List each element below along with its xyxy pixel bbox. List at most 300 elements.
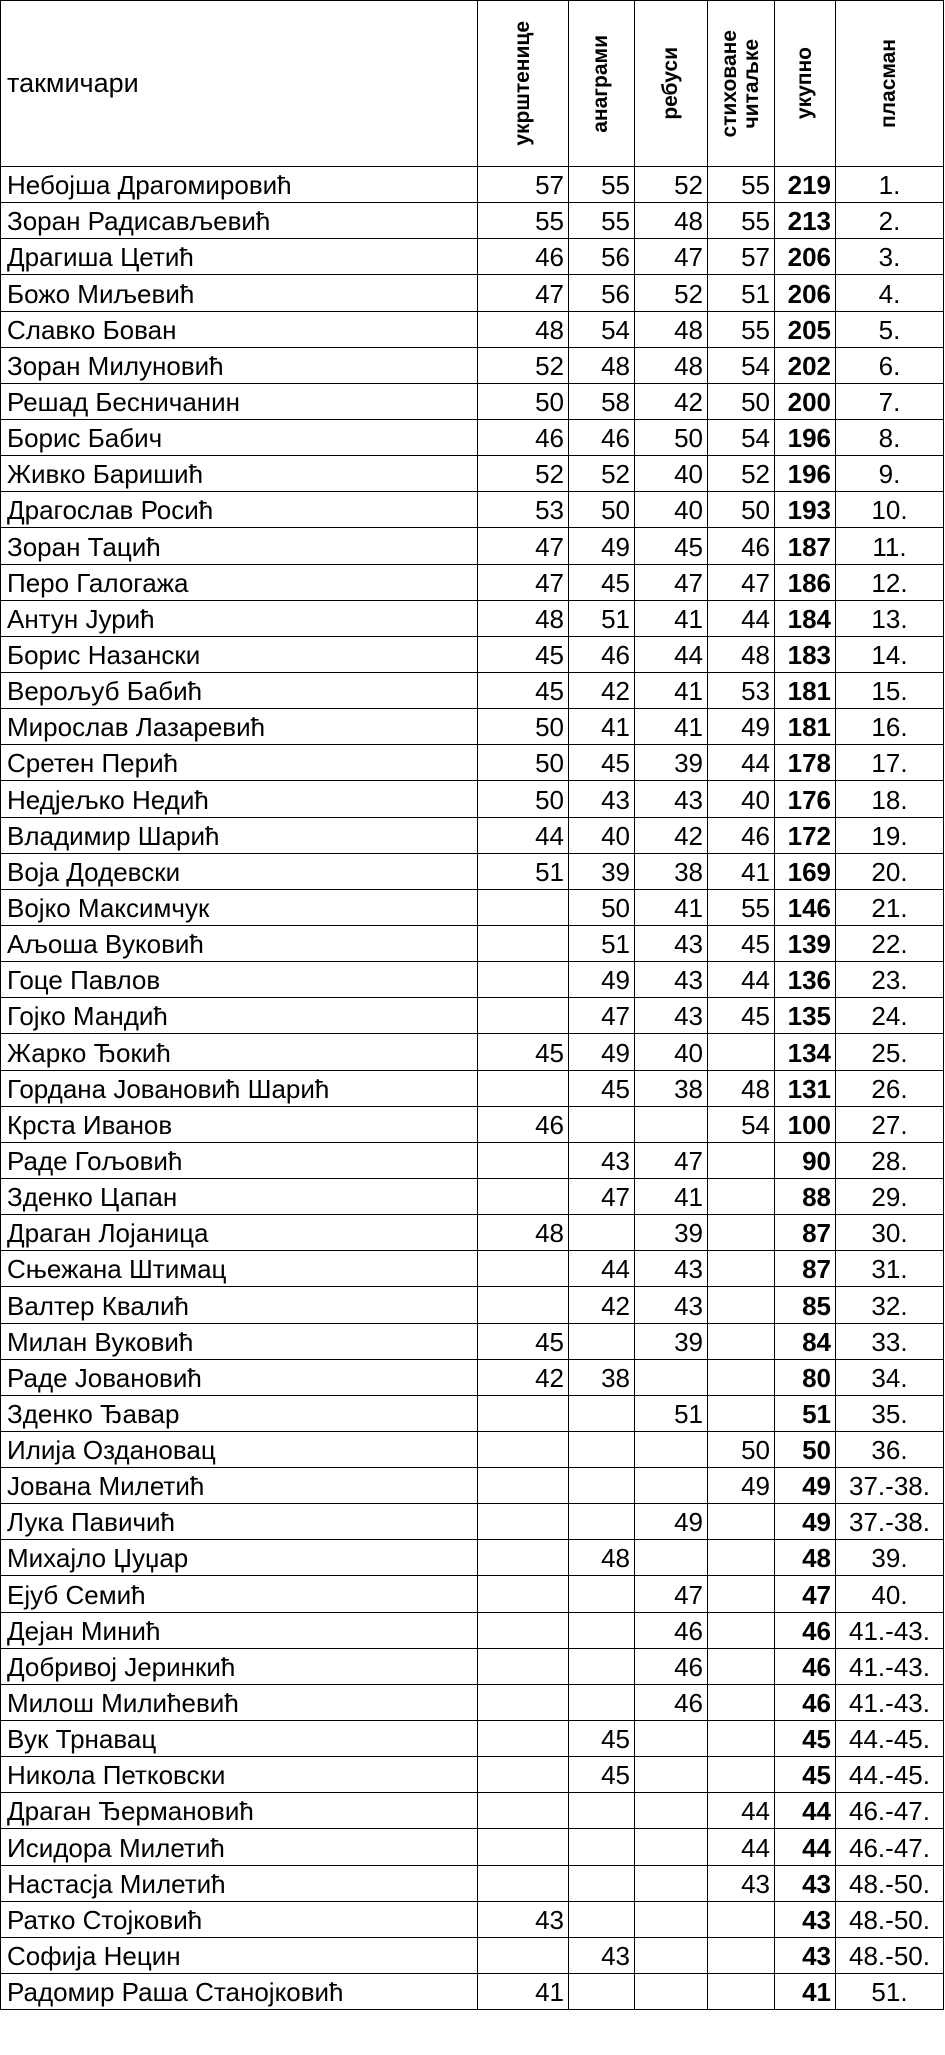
rebus-score-cell: 51 <box>635 1395 708 1431</box>
rebus-score-cell <box>635 1106 708 1142</box>
poem-reader-score-cell: 55 <box>708 311 775 347</box>
poem-reader-score-cell <box>708 1142 775 1178</box>
total-score-cell: 172 <box>775 817 836 853</box>
poem-reader-score-cell <box>708 1034 775 1070</box>
table-row <box>1 167 944 203</box>
poem-reader-score-cell <box>708 1937 775 1973</box>
rebus-score-cell: 48 <box>635 203 708 239</box>
total-score-cell: 49 <box>775 1504 836 1540</box>
crossword-score-cell <box>478 1937 569 1973</box>
anagrams-score-cell: 47 <box>569 998 635 1034</box>
poem-reader-score-cell: 46 <box>708 528 775 564</box>
total-score-cell: 193 <box>775 492 836 528</box>
placement-cell: 21. <box>836 889 944 925</box>
placement-cell: 17. <box>836 745 944 781</box>
poem-reader-score-cell: 54 <box>708 1106 775 1142</box>
rebus-score-cell: 49 <box>635 1504 708 1540</box>
table-row <box>1 1865 944 1901</box>
crossword-score-cell <box>478 889 569 925</box>
rebus-score-cell: 43 <box>635 1287 708 1323</box>
placement-cell: 25. <box>836 1034 944 1070</box>
crossword-score-cell: 48 <box>478 1215 569 1251</box>
crossword-score-cell <box>478 1612 569 1648</box>
poem-reader-score-cell: 54 <box>708 419 775 455</box>
total-score-cell: 47 <box>775 1576 836 1612</box>
poem-reader-score-cell: 52 <box>708 456 775 492</box>
placement-cell: 46.-47. <box>836 1829 944 1865</box>
poem-reader-score-cell: 45 <box>708 925 775 961</box>
total-score-cell: 51 <box>775 1395 836 1431</box>
table-row <box>1 925 944 961</box>
crossword-score-cell <box>478 1142 569 1178</box>
rebus-score-cell <box>635 1829 708 1865</box>
total-score-cell: 41 <box>775 1974 836 2010</box>
poem-reader-score-cell <box>708 1504 775 1540</box>
total-score-cell: 219 <box>775 167 836 203</box>
table-row <box>1 672 944 708</box>
rebus-score-cell <box>635 1937 708 1973</box>
crossword-score-cell: 47 <box>478 275 569 311</box>
placement-cell: 41.-43. <box>836 1648 944 1684</box>
anagrams-score-cell: 51 <box>569 925 635 961</box>
poem-reader-score-cell: 54 <box>708 347 775 383</box>
total-score-cell: 50 <box>775 1431 836 1467</box>
contestant-name-cell: Михајло Џуџар <box>1 1540 478 1576</box>
placement-cell: 44.-45. <box>836 1721 944 1757</box>
total-score-cell: 205 <box>775 311 836 347</box>
anagrams-score-cell: 45 <box>569 564 635 600</box>
table-row <box>1 275 944 311</box>
anagrams-score-cell: 58 <box>569 383 635 419</box>
anagrams-score-cell: 52 <box>569 456 635 492</box>
contestant-name-cell: Славко Бован <box>1 311 478 347</box>
total-score-cell: 196 <box>775 456 836 492</box>
anagrams-score-cell <box>569 1215 635 1251</box>
crossword-score-cell <box>478 1540 569 1576</box>
contestant-name-cell: Лука Павичић <box>1 1504 478 1540</box>
table-row <box>1 962 944 998</box>
contestant-name-cell: Зденко Цапан <box>1 1178 478 1214</box>
poem-reader-score-cell <box>708 1721 775 1757</box>
poem-reader-score-cell: 44 <box>708 1793 775 1829</box>
crossword-score-cell <box>478 1251 569 1287</box>
contestant-name-cell: Гојко Мандић <box>1 998 478 1034</box>
contestant-name-cell: Настасја Милетић <box>1 1865 478 1901</box>
crossword-score-cell: 46 <box>478 1106 569 1142</box>
poem-reader-score-cell: 48 <box>708 1070 775 1106</box>
total-score-cell: 136 <box>775 962 836 998</box>
contestant-name-cell: Добривој Јеринкић <box>1 1648 478 1684</box>
placement-cell: 5. <box>836 311 944 347</box>
rebus-score-cell: 50 <box>635 419 708 455</box>
anagrams-score-cell: 43 <box>569 1142 635 1178</box>
contestant-name-cell: Божо Миљевић <box>1 275 478 311</box>
table-row <box>1 889 944 925</box>
contestant-name-cell: Недјељко Недић <box>1 781 478 817</box>
placement-cell: 39. <box>836 1540 944 1576</box>
total-score-cell: 90 <box>775 1142 836 1178</box>
placement-cell: 9. <box>836 456 944 492</box>
anagrams-score-cell: 45 <box>569 1757 635 1793</box>
total-score-cell: 46 <box>775 1684 836 1720</box>
crossword-score-cell <box>478 1395 569 1431</box>
contestant-name-cell: Ратко Стојковић <box>1 1901 478 1937</box>
crossword-score-cell: 51 <box>478 853 569 889</box>
anagrams-score-cell: 43 <box>569 1937 635 1973</box>
placement-cell: 22. <box>836 925 944 961</box>
rebus-score-cell <box>635 1757 708 1793</box>
contestant-name-cell: Сњежана Штимац <box>1 1251 478 1287</box>
rebus-score-cell: 52 <box>635 275 708 311</box>
anagrams-score-cell: 48 <box>569 1540 635 1576</box>
total-score-cell: 49 <box>775 1468 836 1504</box>
poem-reader-score-cell: 45 <box>708 998 775 1034</box>
crossword-score-cell: 45 <box>478 636 569 672</box>
crossword-score-cell: 45 <box>478 1323 569 1359</box>
rebus-score-cell: 43 <box>635 998 708 1034</box>
poem-reader-score-cell: 57 <box>708 239 775 275</box>
contestant-name-cell: Валтер Квалић <box>1 1287 478 1323</box>
anagrams-score-cell <box>569 1468 635 1504</box>
anagrams-score-cell <box>569 1431 635 1467</box>
rebus-score-cell: 40 <box>635 492 708 528</box>
rebus-score-cell: 48 <box>635 347 708 383</box>
table-row <box>1 1395 944 1431</box>
poem-reader-score-cell <box>708 1395 775 1431</box>
placement-cell: 18. <box>836 781 944 817</box>
table-row <box>1 239 944 275</box>
anagrams-score-cell: 49 <box>569 528 635 564</box>
rebus-score-cell: 47 <box>635 1576 708 1612</box>
crossword-score-cell <box>478 1793 569 1829</box>
placement-cell: 51. <box>836 1974 944 2010</box>
placement-cell: 14. <box>836 636 944 672</box>
anagrams-score-cell: 46 <box>569 636 635 672</box>
rebus-score-cell: 48 <box>635 311 708 347</box>
anagrams-score-cell: 54 <box>569 311 635 347</box>
total-score-cell: 100 <box>775 1106 836 1142</box>
crossword-score-cell <box>478 1721 569 1757</box>
table-row <box>1 1178 944 1214</box>
contestant-name-cell: Мирослав Лазаревић <box>1 709 478 745</box>
anagrams-score-cell: 51 <box>569 600 635 636</box>
contestant-name-cell: Војко Максимчук <box>1 889 478 925</box>
rebus-score-cell: 44 <box>635 636 708 672</box>
anagrams-score-cell: 45 <box>569 1070 635 1106</box>
placement-cell: 24. <box>836 998 944 1034</box>
anagrams-score-cell <box>569 1974 635 2010</box>
crossword-score-cell: 45 <box>478 672 569 708</box>
total-score-cell: 48 <box>775 1540 836 1576</box>
rebus-score-cell: 42 <box>635 817 708 853</box>
contestant-name-cell: Раде Јовановић <box>1 1359 478 1395</box>
contestant-name-cell: Исидора Милетић <box>1 1829 478 1865</box>
anagrams-score-cell <box>569 1684 635 1720</box>
table-row <box>1 1612 944 1648</box>
table-row <box>1 1468 944 1504</box>
placement-cell: 41.-43. <box>836 1612 944 1648</box>
total-score-cell: 181 <box>775 672 836 708</box>
contestants-header: такмичари <box>1 1 478 167</box>
placement-cell: 44.-45. <box>836 1757 944 1793</box>
poem-reader-score-cell <box>708 1974 775 2010</box>
table-row <box>1 1829 944 1865</box>
crossword-score-cell <box>478 1648 569 1684</box>
poem-reader-score-cell <box>708 1576 775 1612</box>
rebus-score-cell: 46 <box>635 1684 708 1720</box>
placement-cell: 19. <box>836 817 944 853</box>
crossword-score-cell <box>478 1829 569 1865</box>
contestant-name-cell: Милош Милићевић <box>1 1684 478 1720</box>
total-score-cell: 84 <box>775 1323 836 1359</box>
placement-cell: 35. <box>836 1395 944 1431</box>
placement-cell: 33. <box>836 1323 944 1359</box>
crossword-score-cell: 46 <box>478 419 569 455</box>
poem-reader-score-cell: 55 <box>708 167 775 203</box>
placement-cell: 10. <box>836 492 944 528</box>
table-row <box>1 1937 944 1973</box>
placement-cell: 37.-38. <box>836 1468 944 1504</box>
contestant-name-cell: Гордана Јовановић Шарић <box>1 1070 478 1106</box>
contestant-name-cell: Софија Нецин <box>1 1937 478 1973</box>
crossword-score-cell <box>478 1757 569 1793</box>
total-score-cell: 206 <box>775 275 836 311</box>
anagrams-score-cell <box>569 1576 635 1612</box>
placement-cell: 30. <box>836 1215 944 1251</box>
crossword-score-cell: 46 <box>478 239 569 275</box>
table-row <box>1 745 944 781</box>
contestant-name-cell: Жарко Ђокић <box>1 1034 478 1070</box>
rebus-score-cell: 52 <box>635 167 708 203</box>
total-score-cell: 131 <box>775 1070 836 1106</box>
total-score-cell: 186 <box>775 564 836 600</box>
table-row <box>1 1323 944 1359</box>
crossword-score-cell <box>478 962 569 998</box>
table-row <box>1 1034 944 1070</box>
table-row <box>1 1215 944 1251</box>
contestant-name-cell: Аљоша Вуковић <box>1 925 478 961</box>
contestant-name-cell: Решад Бесничанин <box>1 383 478 419</box>
table-row <box>1 1251 944 1287</box>
total-score-cell: 187 <box>775 528 836 564</box>
anagrams-score-cell: 55 <box>569 167 635 203</box>
rebus-score-cell: 41 <box>635 600 708 636</box>
crossword-score-cell: 57 <box>478 167 569 203</box>
placement-header: пласман <box>836 1 944 167</box>
total-score-cell: 44 <box>775 1793 836 1829</box>
total-score-cell: 206 <box>775 239 836 275</box>
total-score-cell: 85 <box>775 1287 836 1323</box>
table-row <box>1 998 944 1034</box>
placement-cell: 4. <box>836 275 944 311</box>
crossword-score-cell: 50 <box>478 383 569 419</box>
total-score-cell: 134 <box>775 1034 836 1070</box>
table-row <box>1 1757 944 1793</box>
contestant-name-cell: Ејуб Семић <box>1 1576 478 1612</box>
poem-reader-score-cell: 44 <box>708 600 775 636</box>
total-score-cell: 43 <box>775 1937 836 1973</box>
placement-cell: 31. <box>836 1251 944 1287</box>
crossword-score-cell: 52 <box>478 456 569 492</box>
rebus-score-cell: 46 <box>635 1648 708 1684</box>
poem-reader-score-cell: 50 <box>708 1431 775 1467</box>
crossword-score-cell <box>478 1287 569 1323</box>
rebus-score-cell <box>635 1468 708 1504</box>
crossword-score-cell <box>478 1576 569 1612</box>
poem-reader-score-cell <box>708 1648 775 1684</box>
placement-cell: 6. <box>836 347 944 383</box>
placement-cell: 8. <box>836 419 944 455</box>
table-row <box>1 564 944 600</box>
poem-reader-score-cell: 44 <box>708 1829 775 1865</box>
poem-reader-score-cell <box>708 1757 775 1793</box>
table-row <box>1 1648 944 1684</box>
table-row <box>1 1504 944 1540</box>
placement-cell: 12. <box>836 564 944 600</box>
contestant-name-cell: Радомир Раша Станојковић <box>1 1974 478 2010</box>
contestant-name-cell: Борис Назански <box>1 636 478 672</box>
rebus-score-cell: 45 <box>635 528 708 564</box>
contestant-name-cell: Зоран Радисављевић <box>1 203 478 239</box>
table-row <box>1 1901 944 1937</box>
anagrams-score-cell <box>569 1793 635 1829</box>
crossword-score-cell: 47 <box>478 564 569 600</box>
placement-cell: 15. <box>836 672 944 708</box>
poem-reader-score-cell: 51 <box>708 275 775 311</box>
crossword-score-cell <box>478 1684 569 1720</box>
poem-reader-score-cell: 44 <box>708 962 775 998</box>
contestant-name-cell: Небојша Драгомировић <box>1 167 478 203</box>
placement-cell: 29. <box>836 1178 944 1214</box>
contestant-name-cell: Антун Јурић <box>1 600 478 636</box>
placement-cell: 7. <box>836 383 944 419</box>
rebus-score-cell: 43 <box>635 962 708 998</box>
contestant-name-cell: Крста Иванов <box>1 1106 478 1142</box>
total-header: укупно <box>775 1 836 167</box>
poem-reader-score-cell <box>708 1359 775 1395</box>
poem-reader-score-cell <box>708 1251 775 1287</box>
anagrams-score-cell <box>569 1829 635 1865</box>
anagrams-score-cell <box>569 1901 635 1937</box>
poem-reader-score-cell: 49 <box>708 1468 775 1504</box>
anagrams-score-cell: 44 <box>569 1251 635 1287</box>
total-score-cell: 202 <box>775 347 836 383</box>
placement-cell: 48.-50. <box>836 1901 944 1937</box>
table-row <box>1 709 944 745</box>
contestant-name-cell: Верољуб Бабић <box>1 672 478 708</box>
rebus-score-cell <box>635 1865 708 1901</box>
rebus-score-cell: 47 <box>635 239 708 275</box>
rebus-score-cell <box>635 1540 708 1576</box>
rebus-score-cell: 41 <box>635 709 708 745</box>
placement-cell: 48.-50. <box>836 1865 944 1901</box>
crossword-score-cell: 48 <box>478 600 569 636</box>
anagrams-score-cell: 42 <box>569 672 635 708</box>
contestant-name-cell: Зоран Тацић <box>1 528 478 564</box>
poem-reader-score-cell: 47 <box>708 564 775 600</box>
rebus-score-cell <box>635 1721 708 1757</box>
rebus-score-cell: 40 <box>635 456 708 492</box>
crossword-score-cell: 50 <box>478 745 569 781</box>
anagrams-score-cell: 46 <box>569 419 635 455</box>
rebus-score-cell: 43 <box>635 1251 708 1287</box>
anagrams-score-cell: 45 <box>569 745 635 781</box>
total-score-cell: 184 <box>775 600 836 636</box>
total-score-cell: 135 <box>775 998 836 1034</box>
rebus-header: ребуси <box>635 1 708 167</box>
anagrams-score-cell <box>569 1612 635 1648</box>
crossword-score-cell: 42 <box>478 1359 569 1395</box>
poem-reader-score-cell: 43 <box>708 1865 775 1901</box>
table-row <box>1 1974 944 2010</box>
poem-reader-score-cell: 40 <box>708 781 775 817</box>
rebus-score-cell: 41 <box>635 889 708 925</box>
poem-reader-score-cell: 53 <box>708 672 775 708</box>
anagrams-header: анаграми <box>569 1 635 167</box>
anagrams-score-cell: 39 <box>569 853 635 889</box>
placement-cell: 41.-43. <box>836 1684 944 1720</box>
total-score-cell: 44 <box>775 1829 836 1865</box>
placement-cell: 32. <box>836 1287 944 1323</box>
rebus-score-cell: 47 <box>635 564 708 600</box>
rebus-score-cell <box>635 1431 708 1467</box>
rebus-score-cell: 39 <box>635 1323 708 1359</box>
total-score-cell: 80 <box>775 1359 836 1395</box>
poem-reader-score-cell: 48 <box>708 636 775 672</box>
placement-cell: 37.-38. <box>836 1504 944 1540</box>
anagrams-score-cell <box>569 1648 635 1684</box>
table-row <box>1 1359 944 1395</box>
poem-reader-score-cell: 55 <box>708 889 775 925</box>
anagrams-score-cell: 41 <box>569 709 635 745</box>
poem-reader-score-cell: 44 <box>708 745 775 781</box>
table-row <box>1 383 944 419</box>
contestant-name-cell: Владимир Шарић <box>1 817 478 853</box>
table-row <box>1 492 944 528</box>
total-score-cell: 181 <box>775 709 836 745</box>
contestant-name-cell: Перо Галогажа <box>1 564 478 600</box>
crossword-score-cell: 44 <box>478 817 569 853</box>
crossword-score-cell: 47 <box>478 528 569 564</box>
rebus-score-cell: 46 <box>635 1612 708 1648</box>
total-score-cell: 176 <box>775 781 836 817</box>
anagrams-score-cell: 47 <box>569 1178 635 1214</box>
placement-cell: 34. <box>836 1359 944 1395</box>
anagrams-score-cell: 49 <box>569 962 635 998</box>
contestant-name-cell: Илија Оздановац <box>1 1431 478 1467</box>
table-row <box>1 419 944 455</box>
anagrams-score-cell: 56 <box>569 275 635 311</box>
table-row <box>1 1106 944 1142</box>
table-row <box>1 817 944 853</box>
crossword-score-cell <box>478 1865 569 1901</box>
crossword-score-cell <box>478 1504 569 1540</box>
table-row <box>1 528 944 564</box>
table-row <box>1 1287 944 1323</box>
crossword-header: укрштенице <box>478 1 569 167</box>
crossword-score-cell: 50 <box>478 709 569 745</box>
anagrams-score-cell <box>569 1865 635 1901</box>
placement-cell: 16. <box>836 709 944 745</box>
anagrams-score-cell: 50 <box>569 492 635 528</box>
anagrams-score-cell <box>569 1106 635 1142</box>
crossword-score-cell: 48 <box>478 311 569 347</box>
poem-reader-header: стиховане читаљке <box>708 1 775 167</box>
table-row <box>1 203 944 239</box>
header-row <box>1 1 944 167</box>
anagrams-score-cell: 50 <box>569 889 635 925</box>
poem-reader-score-cell: 50 <box>708 383 775 419</box>
